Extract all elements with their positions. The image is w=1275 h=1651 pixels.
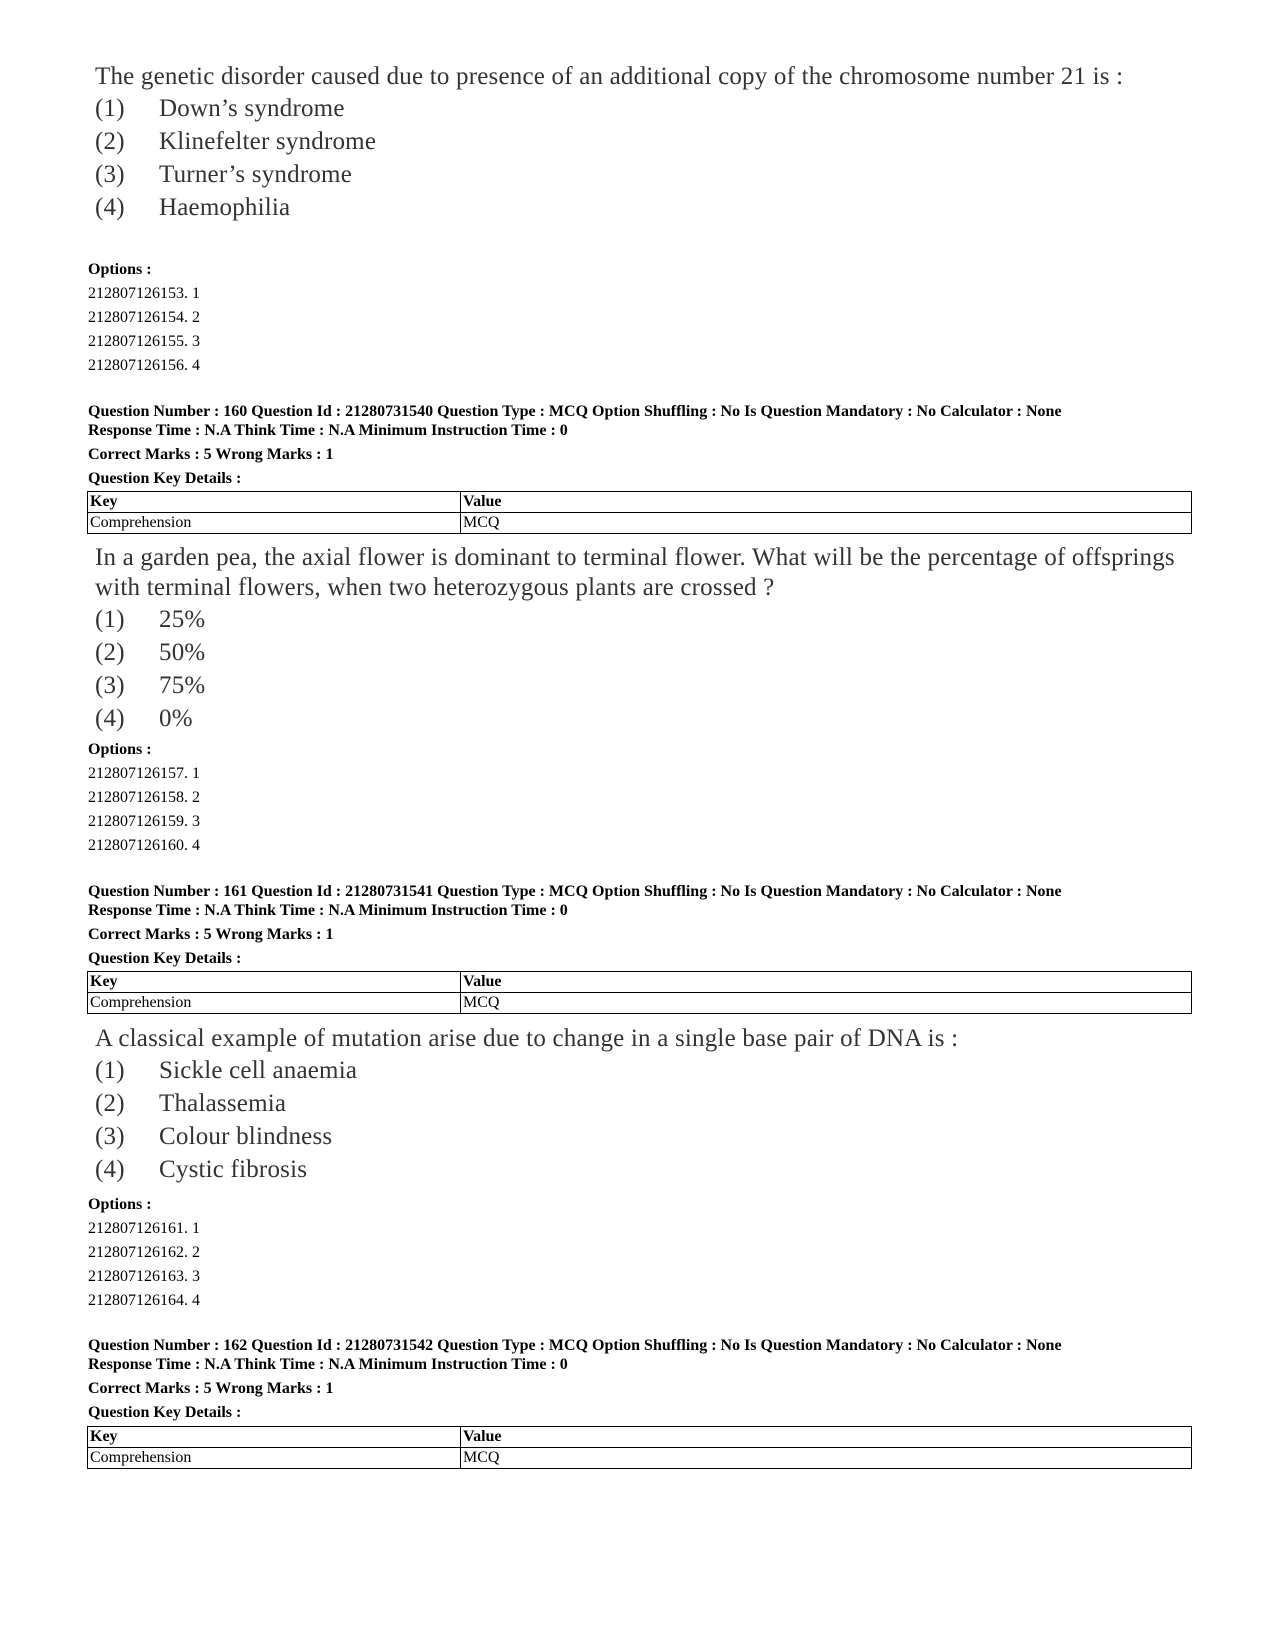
choice-2 <box>95 125 1205 158</box>
choice-number: (2) <box>95 1090 125 1117</box>
question-meta-line: Question Number : 161 Question Id : 21280731541 Question Type : MCQ Option Shuffling : No Is Question Mandatory : No Calculator : None <box>88 883 1062 900</box>
table-cell-value: MCQ <box>461 993 1192 1014</box>
options-list <box>88 762 200 858</box>
table-header-key: Key <box>88 1427 461 1448</box>
choice-text: Sickle cell anaemia <box>159 1057 358 1084</box>
choice-text: 75% <box>159 672 206 699</box>
question-timing-line: Response Time : N.A Think Time : N.A Minimum Instruction Time : 0 <box>88 1356 568 1373</box>
question-key-table <box>87 971 1192 1014</box>
question-timing-line: Response Time : N.A Think Time : N.A Minimum Instruction Time : 0 <box>88 902 568 919</box>
choice-text: Turner’s syndrome <box>159 161 352 188</box>
options-block-159 <box>88 258 200 378</box>
question-image-159 <box>95 62 1205 224</box>
choice-1 <box>95 92 1205 125</box>
key-details-label: Question Key Details : <box>88 470 242 487</box>
table-header-key: Key <box>88 492 461 513</box>
question-key-table <box>87 1426 1192 1469</box>
choice-4 <box>95 702 1205 735</box>
options-label: Options : <box>88 261 152 278</box>
question-meta-line: Question Number : 160 Question Id : 21280731540 Question Type : MCQ Option Shuffling : No Is Question Mandatory : No Calculator : None <box>88 403 1062 420</box>
table-cell-value: MCQ <box>461 513 1192 534</box>
marks-line: Correct Marks : 5 Wrong Marks : 1 <box>88 446 334 463</box>
choice-3 <box>95 1120 1205 1153</box>
table-header-row <box>88 972 1192 993</box>
options-list <box>88 1217 200 1313</box>
choice-text: Cystic fibrosis <box>159 1156 308 1183</box>
question-timing-line: Response Time : N.A Think Time : N.A Minimum Instruction Time : 0 <box>88 422 568 439</box>
choice-number: (4) <box>95 705 125 732</box>
table-row <box>88 1448 1192 1469</box>
question-stem: A classical example of mutation arise due to change in a single base pair of DNA is : <box>95 1025 959 1052</box>
option-item: 212807126157. 1 <box>88 765 200 782</box>
option-item: 212807126155. 3 <box>88 333 200 350</box>
options-label: Options : <box>88 1196 152 1213</box>
question-image-160 <box>95 543 1205 735</box>
choice-3 <box>95 669 1205 702</box>
choice-number: (2) <box>95 128 125 155</box>
question-header-160 <box>88 402 1062 488</box>
table-header-key: Key <box>88 972 461 993</box>
table-cell-key: Comprehension <box>88 513 461 534</box>
question-key-table <box>87 491 1192 534</box>
table-cell-key: Comprehension <box>88 993 461 1014</box>
question-stem: The genetic disorder caused due to presence of an additional copy of the chromosome number 21 is : <box>95 63 1124 90</box>
choice-number: (2) <box>95 639 125 666</box>
choice-text: Colour blindness <box>159 1123 333 1150</box>
option-item: 212807126160. 4 <box>88 837 200 854</box>
question-header-162 <box>88 1336 1062 1422</box>
question-stem: In a garden pea, the axial flower is dominant to terminal flower. What will be the percentage of offsprings with terminal flowers, when two heterozygous plants are crossed ? <box>95 544 1175 601</box>
table-header-value: Value <box>461 972 1192 993</box>
choice-number: (3) <box>95 161 125 188</box>
option-item: 212807126153. 1 <box>88 285 200 302</box>
option-item: 212807126161. 1 <box>88 1220 200 1237</box>
choice-number: (1) <box>95 1057 125 1084</box>
choice-1 <box>95 603 1205 636</box>
options-block-160 <box>88 738 200 858</box>
table-cell-value: MCQ <box>461 1448 1192 1469</box>
choice-number: (3) <box>95 672 125 699</box>
option-item: 212807126158. 2 <box>88 789 200 806</box>
choice-text: Klinefelter syndrome <box>159 128 377 155</box>
choice-number: (3) <box>95 1123 125 1150</box>
table-cell-key: Comprehension <box>88 1448 461 1469</box>
options-label: Options : <box>88 741 152 758</box>
option-item: 212807126162. 2 <box>88 1244 200 1261</box>
choice-text: 25% <box>159 606 206 633</box>
choice-2 <box>95 1087 1205 1120</box>
choice-text: Down’s syndrome <box>159 95 345 122</box>
key-details-label: Question Key Details : <box>88 1404 242 1421</box>
option-item: 212807126156. 4 <box>88 357 200 374</box>
table-header-row <box>88 1427 1192 1448</box>
choice-number: (1) <box>95 95 125 122</box>
options-block-161 <box>88 1193 200 1313</box>
choice-text: 50% <box>159 639 206 666</box>
option-item: 212807126164. 4 <box>88 1292 200 1309</box>
choice-text: 0% <box>159 705 193 732</box>
choice-number: (1) <box>95 606 125 633</box>
question-image-161 <box>95 1024 1205 1186</box>
choice-3 <box>95 158 1205 191</box>
marks-line: Correct Marks : 5 Wrong Marks : 1 <box>88 1380 334 1397</box>
table-header-row <box>88 492 1192 513</box>
question-meta-line: Question Number : 162 Question Id : 21280731542 Question Type : MCQ Option Shuffling : No Is Question Mandatory : No Calculator : None <box>88 1337 1062 1354</box>
question-header-161 <box>88 882 1062 968</box>
key-details-label: Question Key Details : <box>88 950 242 967</box>
choice-text: Haemophilia <box>159 194 291 221</box>
table-header-value: Value <box>461 492 1192 513</box>
choice-1 <box>95 1054 1205 1087</box>
choice-4 <box>95 191 1205 224</box>
table-row <box>88 993 1192 1014</box>
table-row <box>88 513 1192 534</box>
table-header-value: Value <box>461 1427 1192 1448</box>
choice-2 <box>95 636 1205 669</box>
choice-number: (4) <box>95 1156 125 1183</box>
choice-number: (4) <box>95 194 125 221</box>
option-item: 212807126159. 3 <box>88 813 200 830</box>
option-item: 212807126163. 3 <box>88 1268 200 1285</box>
option-item: 212807126154. 2 <box>88 309 200 326</box>
marks-line: Correct Marks : 5 Wrong Marks : 1 <box>88 926 334 943</box>
choice-4 <box>95 1153 1205 1186</box>
options-list <box>88 282 200 378</box>
choice-text: Thalassemia <box>159 1090 287 1117</box>
